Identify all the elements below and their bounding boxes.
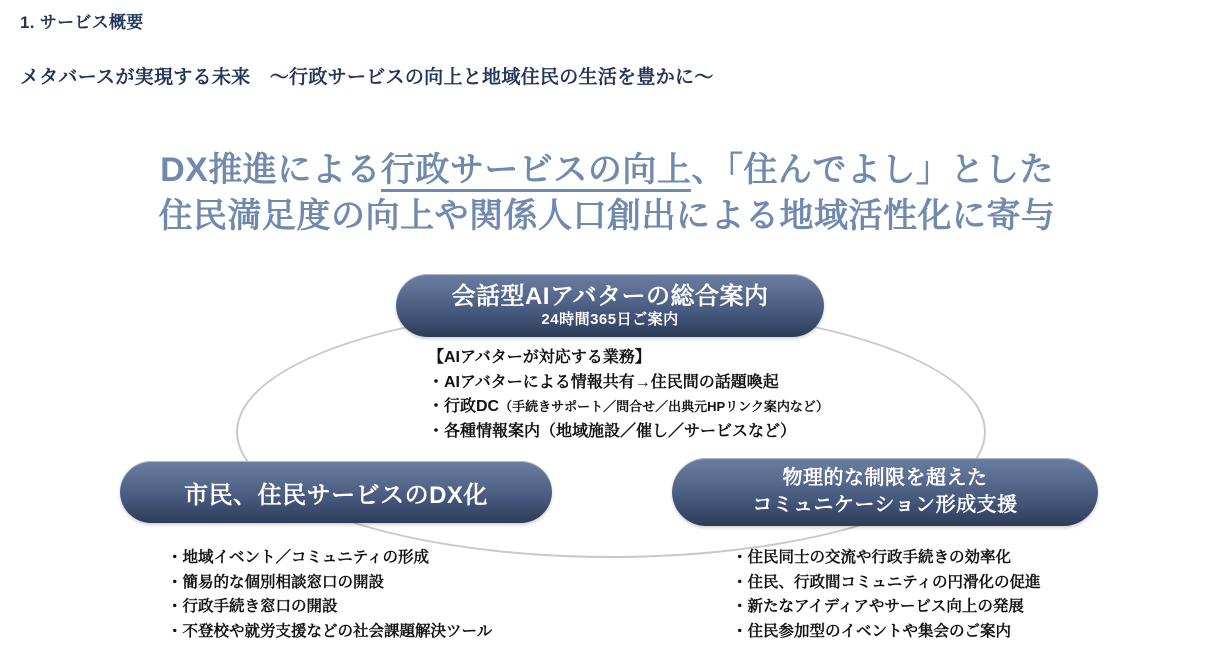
ai-task-item: ・行政DC（手続きサポート／問合せ／出典元HPリンク案内など） (428, 398, 829, 415)
pill-communication-line1: 物理的な制限を超えた (782, 467, 988, 489)
pill-citizen-dx (120, 461, 552, 523)
ai-task-item: ・各種情報案内（地域施設／催し／サービスなど） (428, 422, 797, 440)
section-heading: 1. サービス概要 (20, 13, 144, 32)
pill-ai-avatar-subtitle: 24時間365日ご案内 (541, 310, 679, 328)
ai-tasks-heading: 【AIアバターが対応する業務】 (428, 349, 651, 366)
headline-line1 (0, 147, 1214, 193)
pill-ai-avatar-title: 会話型AIアバターの総合案内 (451, 282, 769, 310)
list-item: ・住民、行政間コミュニティの円滑化の促進 (732, 573, 1041, 591)
right-feature-list (732, 546, 1040, 644)
list-item: ・新たなアイディアやサービス向上の発展 (732, 598, 1024, 615)
headline-underlined-text: 行政サービスの向上 (381, 151, 692, 192)
list-item: ・行政手続き窓口の開設 (167, 598, 338, 615)
list-item: ・地域イベント／コミュニティの形成 (167, 549, 429, 566)
headline-line1-pre: DX推進による (160, 151, 381, 189)
ai-task-item: ・AIアバターによる情報共有→住民間の話題喚起 (428, 373, 779, 391)
headline (0, 147, 1214, 239)
left-feature-list (167, 546, 492, 644)
slide-subtitle: メタバースが実現する未来 ～行政サービスの向上と地域住民の生活を豊かに～ (20, 67, 714, 88)
list-item: ・住民参加型のイベントや集会のご案内 (732, 622, 1012, 640)
ai-tasks-block (428, 346, 829, 444)
list-item: ・住民同士の交流や行政手続きの効率化 (732, 549, 1012, 566)
list-item: ・不登校や就労支援などの社会課題解決ツール (167, 622, 493, 640)
pill-ai-avatar (396, 274, 824, 337)
pill-communication-support (672, 458, 1098, 526)
headline-line2: 住民満足度の向上や関係人口創出による地域活性化に寄与 (158, 197, 1056, 235)
list-item: ・簡易的な個別相談窓口の開設 (167, 573, 385, 591)
pill-citizen-dx-title: 市民、住民サービスのDX化 (184, 481, 488, 509)
headline-line1-post: 、「住んでよし」とした (691, 151, 1054, 189)
pill-communication-line2: コミュニケーション形成支援 (752, 494, 1018, 516)
